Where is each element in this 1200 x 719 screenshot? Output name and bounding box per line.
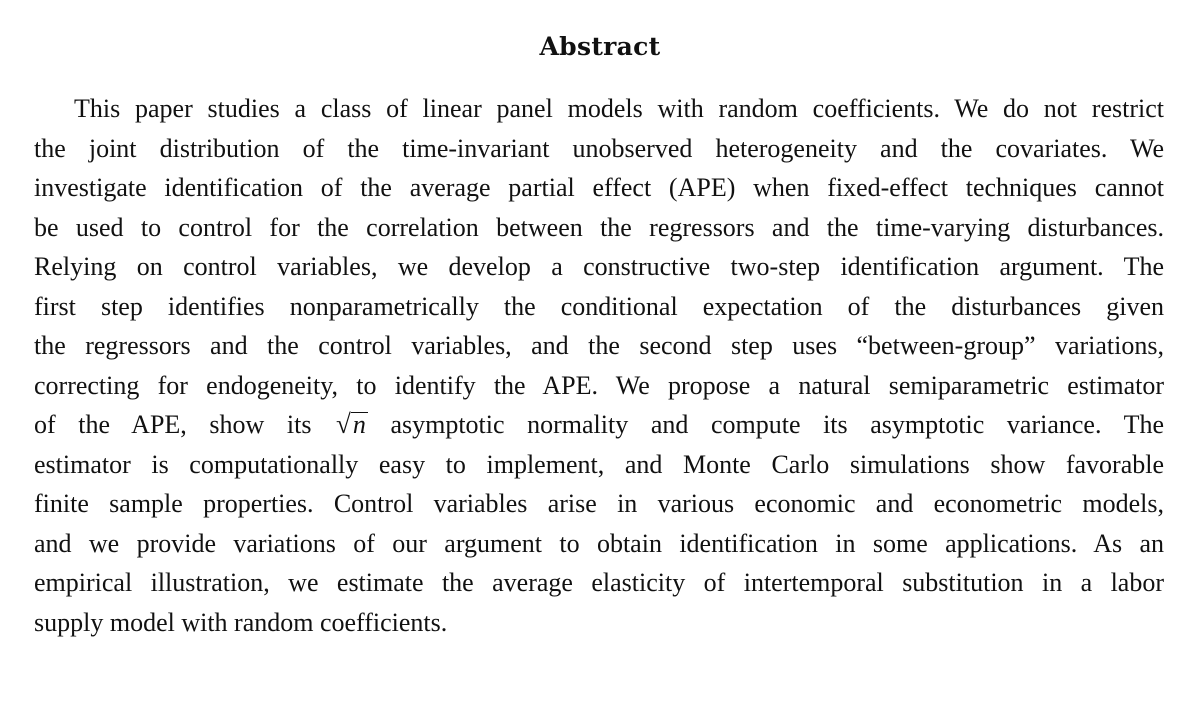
abstract-line: and we provide variations of our argument to obtain identification in some applications. As an xyxy=(34,528,1164,558)
abstract-line-with-sqrt xyxy=(34,405,1164,445)
abstract-line: the joint distribution of the time-invariant unobserved heterogeneity and the covariates. We xyxy=(34,133,1164,163)
abstract-line: investigate identification of the average partial effect (APE) when fixed-effect techniques cannot xyxy=(34,173,1164,202)
abstract-line: first step identifies nonparametrically the conditional expectation of the disturbances given xyxy=(34,291,1164,321)
abstract-body xyxy=(34,89,1164,642)
sqrt-n-expression xyxy=(334,405,368,445)
abstract-line: the regressors and the control variables, and the second step uses “between-group” variations, xyxy=(34,331,1164,360)
abstract-line: This paper studies a class of linear panel models with random coefficients. We do not restrict xyxy=(74,94,1164,123)
abstract-line: be used to control for the correlation between the regressors and the time-varying disturbances. xyxy=(34,212,1164,242)
abstract-heading: Abstract xyxy=(539,32,661,61)
sqrt-line-before: of the APE, show its xyxy=(34,410,312,439)
sqrt-argument: n xyxy=(352,410,366,439)
sqrt-symbol: √ xyxy=(336,409,351,439)
abstract-line: supply model with random coefficients. xyxy=(34,607,448,637)
abstract-line: Relying on control variables, we develop a constructive two-step identification argument. The xyxy=(34,252,1164,281)
sqrt-line-after: asymptotic normality and compute its asymptotic variance. The xyxy=(390,410,1164,439)
abstract-line: estimator is computationally easy to implement, and Monte Carlo simulations show favorable xyxy=(34,449,1164,479)
abstract-line: correcting for endogeneity, to identify the APE. We propose a natural semiparametric estimator xyxy=(34,370,1164,400)
abstract-line: empirical illustration, we estimate the average elasticity of intertemporal substitution in a labor xyxy=(34,568,1164,597)
abstract-line: finite sample properties. Control variables arise in various economic and econometric models, xyxy=(34,489,1164,518)
